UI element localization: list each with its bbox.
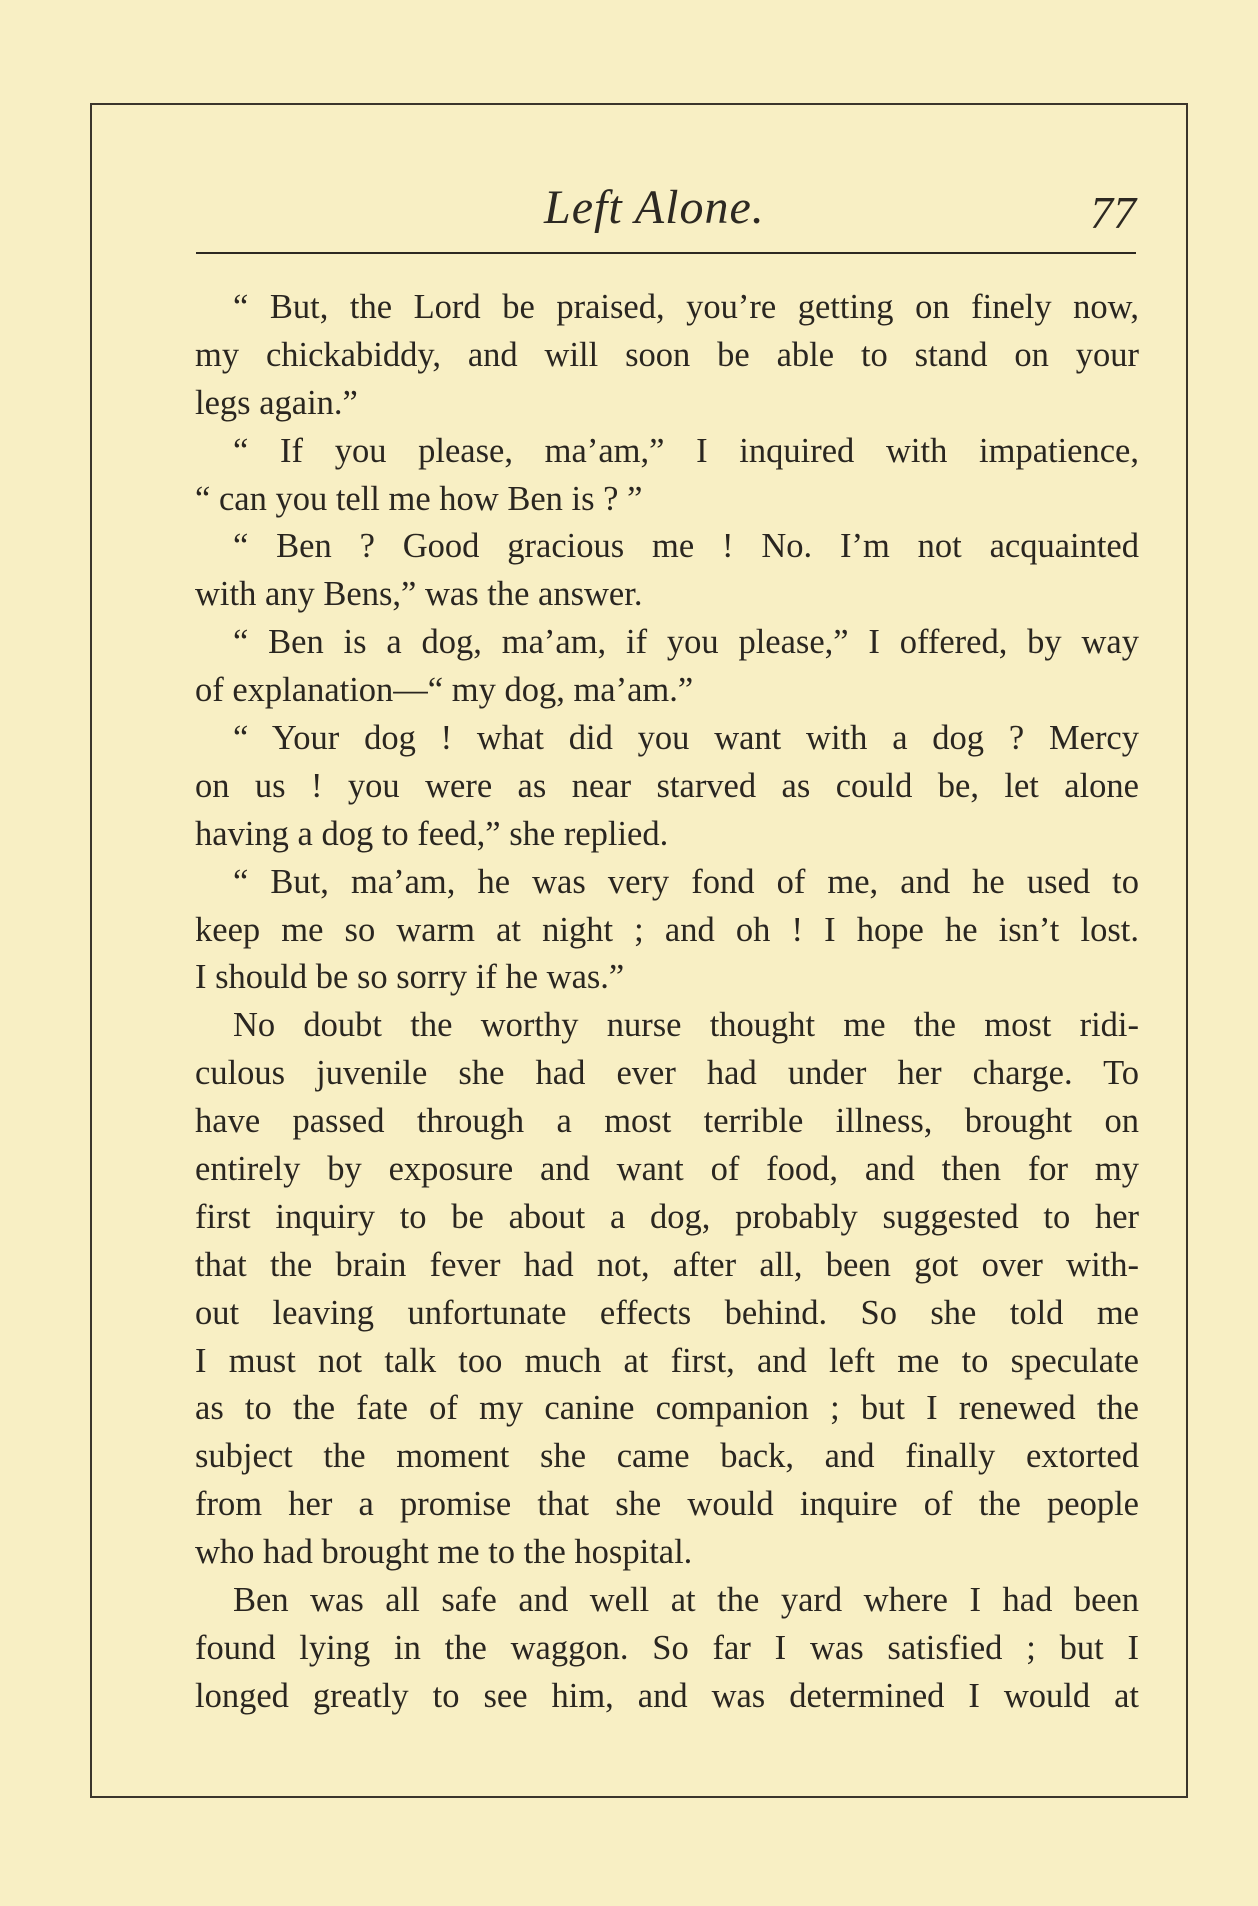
text-line: I should be so sorry if he was.”	[195, 958, 625, 997]
text-line: legs again.”	[195, 383, 358, 422]
page-header	[196, 172, 1136, 254]
text-line: of explanation—“ my dog, ma’am.”	[195, 671, 694, 710]
text-line: “ But, ma’am, he was very fond of me, and he used to	[233, 862, 1139, 901]
text-line: “ Ben is a dog, ma’am, if you please,” I offered, by way	[233, 623, 1139, 662]
text-line: No doubt the worthy nurse thought me the most ridi-	[233, 1006, 1139, 1045]
header-rule	[196, 252, 1136, 254]
text-line: Ben was all safe and well at the yard where I had been	[233, 1581, 1139, 1620]
text-line: found lying in the waggon. So far I was satisfied ; but I	[195, 1628, 1139, 1667]
body-text	[195, 284, 1139, 1721]
text-line: with any Bens,” was the answer.	[195, 575, 643, 614]
text-line: who had brought me to the hospital.	[195, 1533, 693, 1572]
page-number: 77	[1090, 187, 1136, 238]
text-line: first inquiry to be about a dog, probably suggested to her	[195, 1197, 1139, 1236]
text-line: on us ! you were as near starved as could be, let alone	[195, 766, 1139, 805]
text-line: entirely by exposure and want of food, and then for my	[195, 1150, 1139, 1189]
text-line: “ can you tell me how Ben is ? ”	[195, 479, 643, 518]
text-line: having a dog to feed,” she replied.	[195, 814, 669, 853]
text-line: have passed through a most terrible illness, brought on	[195, 1102, 1139, 1141]
text-line: from her a promise that she would inquire of the people	[195, 1485, 1139, 1524]
text-line: as to the fate of my canine companion ; but I renewed the	[195, 1389, 1139, 1428]
text-line: my chickabiddy, and will soon be able to stand on your	[195, 335, 1139, 374]
text-line: “ But, the Lord be praised, you’re getting on finely now,	[233, 288, 1139, 326]
text-line: longed greatly to see him, and was determined I would at	[195, 1676, 1139, 1715]
text-line: “ Ben ? Good gracious me ! No. I’m not acquainted	[233, 527, 1139, 566]
text-line: subject the moment she came back, and finally extorted	[195, 1437, 1139, 1476]
running-title: Left Alone.	[544, 181, 765, 234]
text-line: I must not talk too much at first, and left me to speculate	[195, 1341, 1139, 1380]
text-line: that the brain fever had not, after all, been got over with-	[195, 1245, 1139, 1284]
text-line: keep me so warm at night ; and oh ! I hope he isn’t lost.	[195, 910, 1139, 949]
text-line: “ If you please, ma’am,” I inquired with impatience,	[233, 431, 1139, 470]
text-line: out leaving unfortunate effects behind. So she told me	[195, 1293, 1139, 1332]
text-line: culous juvenile she had ever had under her charge. To	[195, 1054, 1139, 1093]
text-line: “ Your dog ! what did you want with a dog ? Mercy	[233, 719, 1139, 758]
